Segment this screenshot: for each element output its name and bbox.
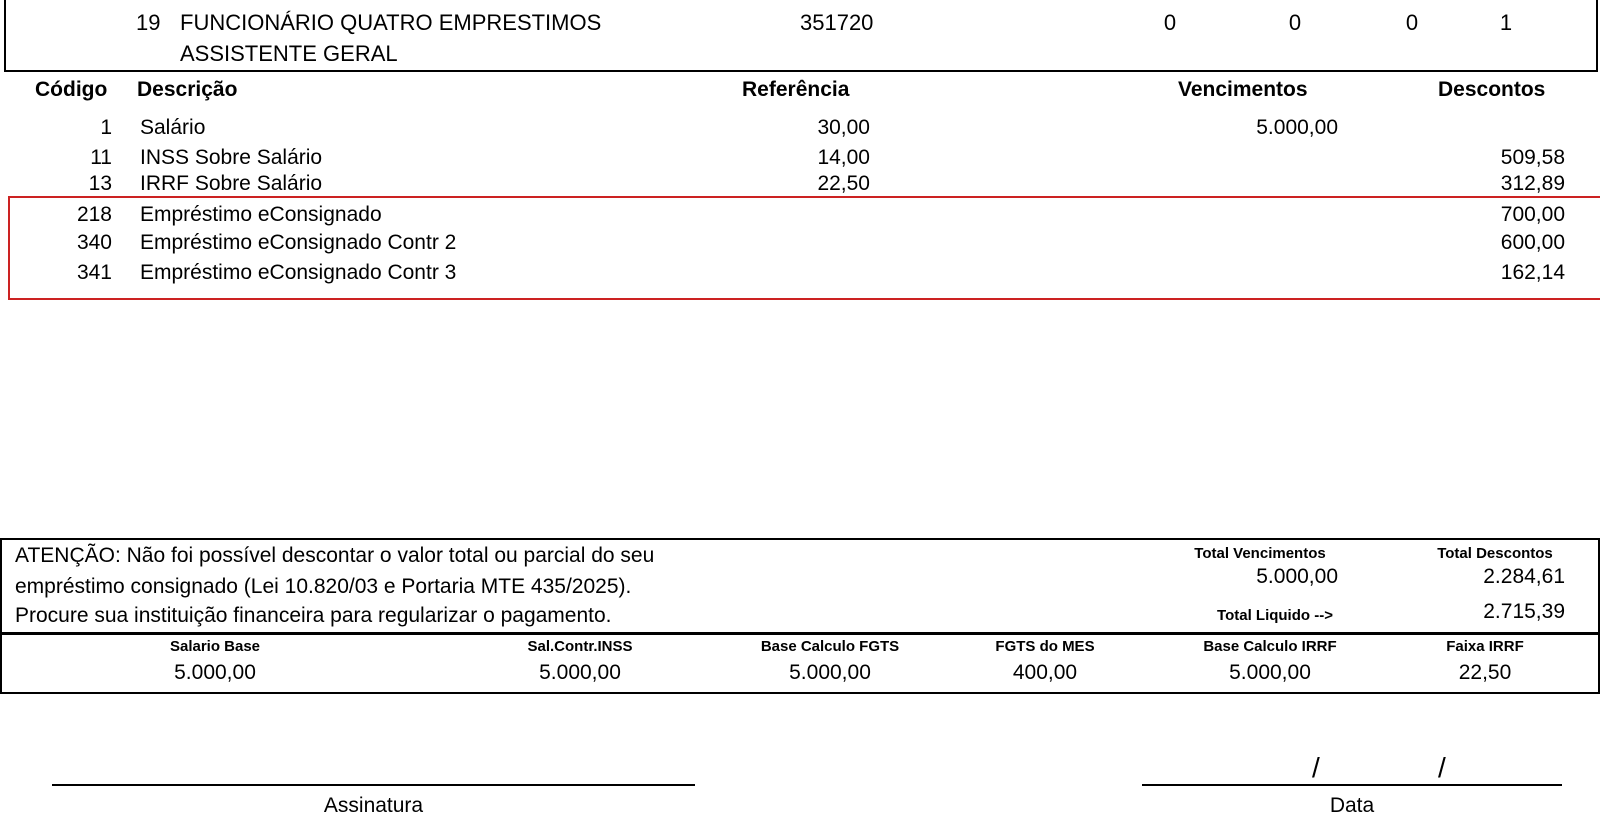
base-label: FGTS do MES xyxy=(995,638,1095,655)
row-descontos: 312,89 xyxy=(1500,172,1565,195)
column-header-vencimentos: Vencimentos xyxy=(1178,78,1308,101)
employee-field-1: 0 xyxy=(1163,10,1177,35)
date-label: Data xyxy=(1329,794,1375,817)
column-header-descontos: Descontos xyxy=(1438,78,1546,101)
row-descontos: 700,00 xyxy=(1500,203,1565,226)
row-codigo: 341 xyxy=(76,261,112,284)
date-line xyxy=(1142,784,1562,786)
row-codigo: 11 xyxy=(90,146,112,169)
row-descontos: 600,00 xyxy=(1500,231,1565,254)
base-label: Sal.Contr.INSS xyxy=(527,638,633,655)
base-label: Salario Base xyxy=(169,638,261,655)
base-value: 5.000,00 xyxy=(539,661,621,684)
total-descontos-value: 2.284,61 xyxy=(1483,565,1565,588)
total-vencimentos-value: 5.000,00 xyxy=(1256,565,1338,588)
employee-name: FUNCIONÁRIO QUATRO EMPRESTIMOS xyxy=(180,10,602,35)
notice-line-1: ATENÇÃO: Não foi possível descontar o valor total ou parcial do seu xyxy=(15,544,655,567)
employee-number: 19 xyxy=(136,10,161,35)
row-referencia: 14,00 xyxy=(817,146,870,169)
row-descricao: Empréstimo eConsignado Contr 3 xyxy=(140,261,457,284)
base-value: 22,50 xyxy=(1458,661,1512,684)
row-descricao: INSS Sobre Salário xyxy=(140,146,323,169)
column-header-codigo: Código xyxy=(35,78,108,101)
base-value: 5.000,00 xyxy=(789,661,871,684)
row-descricao: Empréstimo eConsignado xyxy=(140,203,382,226)
date-slash-1: / xyxy=(1312,752,1320,783)
employee-field-3: 0 xyxy=(1405,10,1419,35)
employee-field-4: 1 xyxy=(1499,10,1513,35)
base-label: Base Calculo FGTS xyxy=(760,638,900,655)
base-value: 5.000,00 xyxy=(1229,661,1311,684)
total-descontos-label: Total Descontos xyxy=(1437,545,1553,562)
row-vencimentos: 5.000,00 xyxy=(1256,116,1338,139)
row-descricao: Salário xyxy=(140,116,206,139)
employee-code: 351720 xyxy=(800,10,874,35)
row-codigo: 218 xyxy=(76,203,112,226)
total-liquido-value: 2.715,39 xyxy=(1483,600,1565,623)
total-liquido-label: Total Liquido --> xyxy=(1217,607,1333,624)
row-referencia: 30,00 xyxy=(817,116,870,139)
date-slash-2: / xyxy=(1438,752,1446,783)
row-codigo: 1 xyxy=(100,116,112,139)
base-value: 400,00 xyxy=(1012,661,1078,684)
base-value: 5.000,00 xyxy=(174,661,256,684)
notice-line-3: Procure sua instituição financeira para regularizar o pagamento. xyxy=(15,604,612,627)
total-vencimentos-label: Total Vencimentos xyxy=(1194,545,1326,562)
column-header-referencia: Referência xyxy=(742,78,850,101)
base-label: Faixa IRRF xyxy=(1446,638,1524,655)
row-descontos: 509,58 xyxy=(1500,146,1565,169)
row-descricao: Empréstimo eConsignado Contr 2 xyxy=(140,231,457,254)
employee-role: ASSISTENTE GERAL xyxy=(180,41,398,66)
row-codigo: 13 xyxy=(88,172,112,195)
notice-line-2: empréstimo consignado (Lei 10.820/03 e Portaria MTE 435/2025). xyxy=(15,575,632,598)
row-descontos: 162,14 xyxy=(1500,261,1565,284)
base-label: Base Calculo IRRF xyxy=(1203,638,1337,655)
column-header-descricao: Descrição xyxy=(137,78,238,101)
row-referencia: 22,50 xyxy=(817,172,870,195)
employee-field-2: 0 xyxy=(1288,10,1302,35)
signature-label: Assinatura xyxy=(323,794,424,817)
row-codigo: 340 xyxy=(76,231,112,254)
row-descricao: IRRF Sobre Salário xyxy=(140,172,323,195)
signature-line xyxy=(52,784,695,786)
